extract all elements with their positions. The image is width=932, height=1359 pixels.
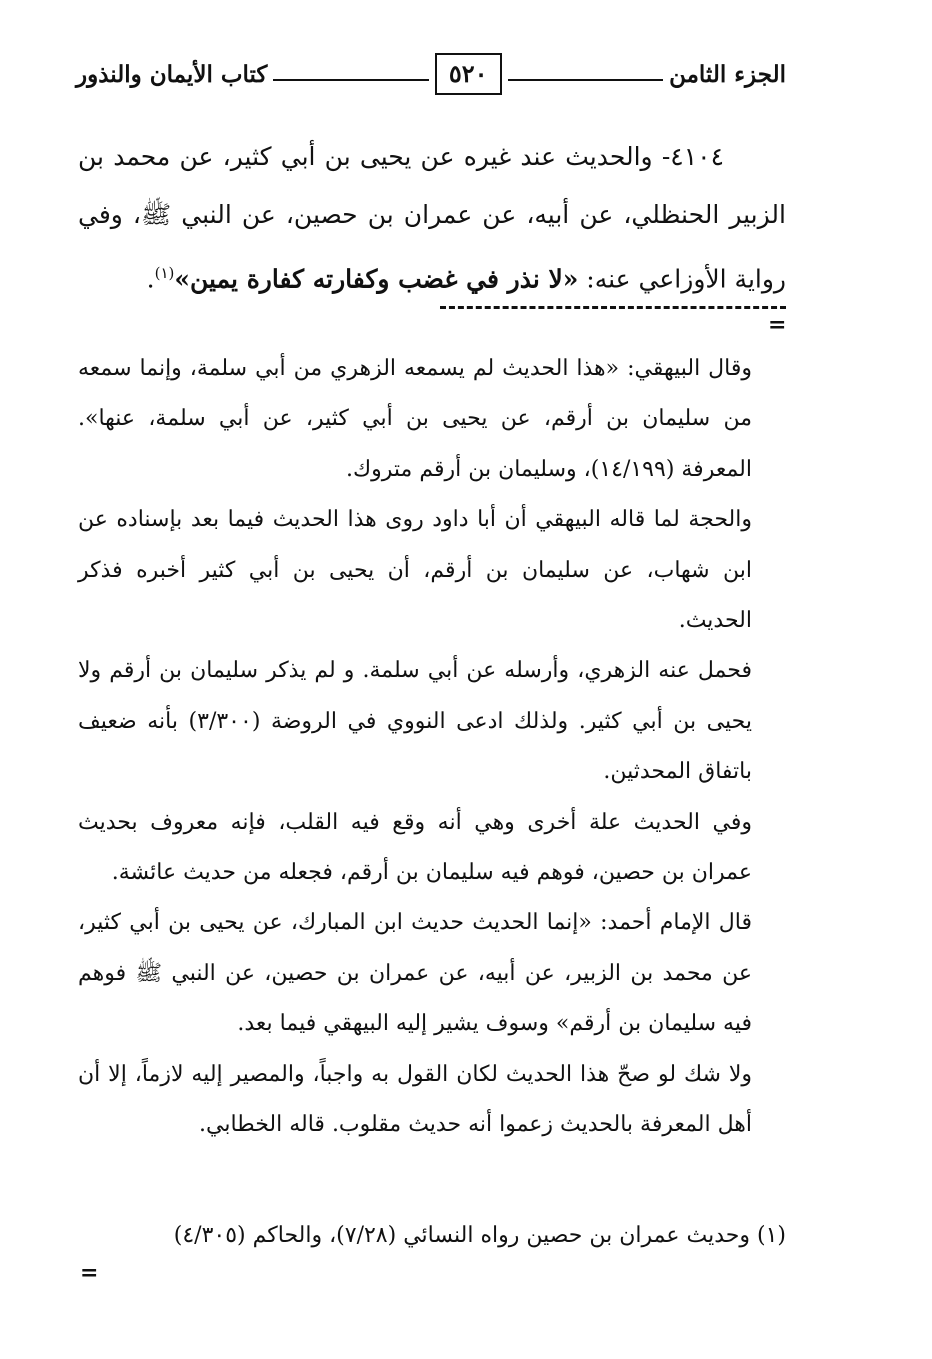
note-paragraph-5: قال الإمام أحمد: «إنما الحديث حديث ابن المبارك، عن يحيى بن أبي كثير، عن محمد بن الزبير، عن أبيه، عن عمران بن حصين، عن النبي ﷺ فوهم فيه سليمان بن أرقم» وسوف يشير إليه البيهقي فيما بعد. (78, 910, 753, 1037)
notes-section (78, 344, 752, 1151)
header-rule-left (273, 79, 429, 81)
page-header (76, 52, 786, 96)
book-title: كتاب الأيمان والنذور (75, 60, 268, 88)
part-title: الجزء الثامن (669, 60, 786, 88)
notes-divider (440, 306, 786, 309)
footnote: (١) وحديث عمران بن حصين رواه النسائي (٧/٢٨)، والحاكم (٤/٣٠٥) (173, 1223, 786, 1248)
hadith-text: ٤١٠٤- والحديث عند غيره عن يحيى بن أبي كثير، عن محمد بن الزبير الحنظلي، عن أبيه، عن عمران بن حصين، عن النبي ﷺ، وفي رواية الأوزاعي عنه: (78, 142, 786, 294)
equals-mark-bottom: = (80, 1260, 99, 1286)
header-rule-right (508, 79, 664, 81)
note-paragraph-4: وفي الحديث علة أخرى وهي أنه وقع فيه القلب، فإنه معروف بحديث عمران بن حصين، فوهم فيه سليمان بن أرقم، فجعله من حديث عائشة. (78, 809, 752, 886)
hadith-end: . (146, 264, 155, 294)
hadith-quote: «لا نذر في غضب وكفارته كفارة يمين» (174, 264, 579, 294)
note-paragraph-1: وقال البيهقي: «هذا الحديث لم يسمعه الزهري من أبي سلمة، وإنما سمعه من سليمان بن أرقم، عن يحيى بن أبي كثير، عن أبي سلمة، عنها». المعرفة (١٤/١٩٩)، وسليمان بن أرقم متروك. (78, 356, 752, 482)
footnote-ref: (١) (154, 264, 175, 282)
note-paragraph-3: فحمل عنه الزهري، وأرسله عن أبي سلمة. و لم يذكر سليمان بن أرقم ولا يحيى بن أبي كثير. ولذلك ادعى النووي في الروضة (٣/٣٠٠) بأنه ضعيف باتفاق المحدثين. (78, 658, 752, 785)
note-paragraph-2: والحجة لما قاله البيهقي أن أبا داود روى هذا الحديث فيما بعد بإسناده عن ابن شهاب، عن سليمان بن أرقم، أن يحيى بن أبي كثير أخبره فذكر الحديث. (78, 507, 752, 634)
page-number: ٥٢٠ (435, 53, 502, 95)
equals-mark-top: = (768, 312, 787, 338)
hadith-paragraph (78, 128, 786, 308)
note-paragraph-6: ولا شك لو صحّ هذا الحديث لكان القول به واجباً، والمصير إليه لازماً، إلا أن أهل المعرفة بالحديث زعموا أنه حديث مقلوب. قاله الخطابي. (78, 1061, 752, 1138)
main-text (78, 128, 786, 308)
